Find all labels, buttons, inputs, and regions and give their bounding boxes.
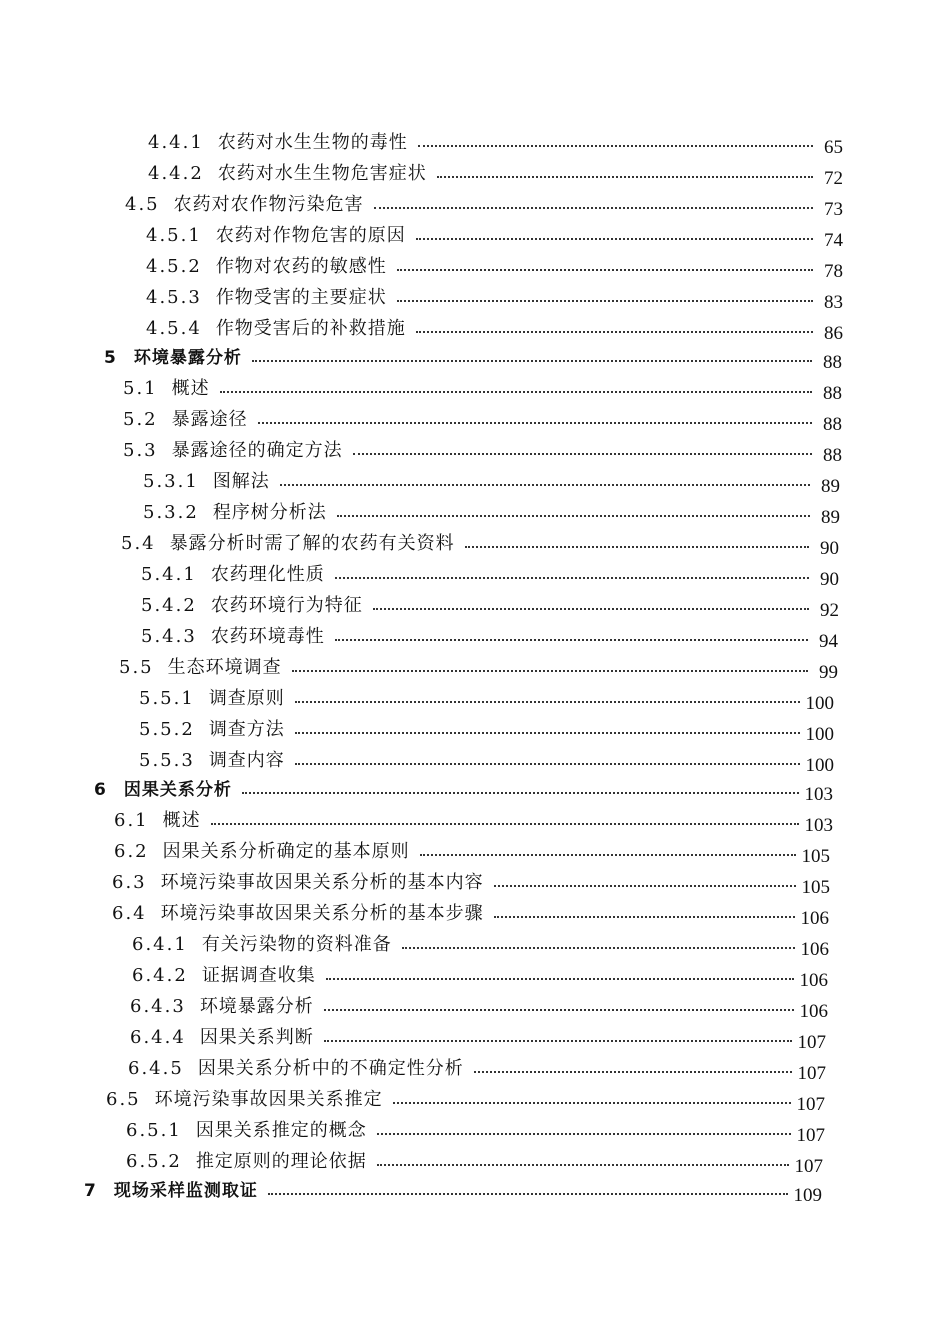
toc-entry-title: 调查原则: [208, 688, 285, 709]
dot-leader: [402, 947, 795, 949]
dot-leader: [280, 484, 810, 486]
toc-entry-title: 程序树分析法: [212, 502, 327, 523]
toc-entry: [130, 1024, 826, 1052]
dot-leader: [335, 577, 809, 579]
toc-entry: [130, 993, 828, 1021]
dot-leader: [474, 1071, 792, 1073]
toc-entry-number: 5.5.2: [139, 719, 195, 740]
toc-entry: [112, 869, 830, 897]
toc-entry-title: 暴露途径: [171, 409, 248, 430]
toc-entry-number: 4.5.4: [146, 318, 202, 339]
toc-entry-page: 89: [821, 476, 840, 497]
dot-leader: [292, 670, 808, 672]
toc-entry-page: 86: [824, 323, 843, 344]
toc-entry-page: 107: [796, 1094, 825, 1115]
toc-entry-number: 7: [84, 1181, 98, 1201]
toc-entry-number: 6.4.2: [132, 965, 188, 986]
toc-entry-page: 100: [805, 755, 834, 776]
toc-entry-page: 100: [805, 724, 834, 745]
dot-leader: [335, 639, 808, 641]
dot-leader: [337, 515, 810, 517]
dot-leader: [324, 1009, 794, 1011]
toc-entry-page: 78: [824, 261, 843, 282]
toc-entry-page: 83: [824, 292, 843, 313]
toc-entry-number: 5.4.3: [141, 626, 197, 647]
toc-entry-title: 环境污染事故因果关系分析的基本步骤: [160, 903, 484, 924]
toc-entry: [123, 437, 842, 465]
toc-entry-title: 暴露分析时需了解的农药有关资料: [169, 533, 455, 554]
toc-entry: [141, 592, 839, 620]
toc-entry-title: 环境污染事故因果关系分析的基本内容: [160, 872, 484, 893]
toc-entry-page: 99: [819, 662, 838, 683]
dot-leader: [295, 701, 800, 703]
toc-entry-number: 5.4: [121, 533, 156, 554]
toc-entry: [128, 1055, 826, 1083]
toc-entry-title: 环境暴露分析: [199, 996, 314, 1017]
toc-entry-number: 6.5.1: [126, 1120, 182, 1141]
toc-entry-title: 环境污染事故因果关系推定: [154, 1089, 383, 1110]
toc-entry-number: 5.3.2: [143, 502, 199, 523]
toc-entry-number: 5.4.1: [141, 564, 197, 585]
toc-entry-page: 94: [819, 631, 838, 652]
toc-entry-page: 73: [824, 199, 843, 220]
toc-entry-page: 92: [820, 600, 839, 621]
toc-entry-number: 6.5.2: [126, 1151, 182, 1172]
toc-entry-title: 因果关系分析中的不确定性分析: [197, 1058, 464, 1079]
dot-leader: [324, 1040, 792, 1042]
dot-leader: [374, 207, 813, 209]
toc-entry-page: 105: [801, 846, 830, 867]
toc-entry: [132, 931, 829, 959]
toc-entry-number: 4.5.1: [146, 225, 202, 246]
toc-entry-title: 概述: [171, 378, 210, 399]
toc-entry: [146, 284, 843, 312]
toc-entry: [126, 1148, 823, 1176]
toc-entry-number: 4.4.1: [148, 132, 204, 153]
toc-entry-page: 74: [824, 230, 843, 251]
toc-entry-title: 暴露途径的确定方法: [171, 440, 343, 461]
toc-entry-title: 因果关系分析: [123, 780, 232, 800]
toc-entry: [114, 838, 830, 866]
toc-entry-page: 107: [797, 1032, 826, 1053]
toc-entry: [123, 406, 842, 434]
toc-entry-number: 6: [94, 780, 108, 800]
toc-entry-number: 5.3: [123, 440, 158, 461]
dot-leader: [353, 453, 812, 455]
toc-entry: [146, 253, 843, 281]
dot-leader: [252, 360, 812, 362]
toc-entry-number: 5: [104, 348, 118, 368]
toc-entry-number: 5.5.3: [139, 750, 195, 771]
dot-leader: [418, 145, 813, 147]
toc-entry: [139, 716, 834, 744]
toc-entry-number: 5.4.2: [141, 595, 197, 616]
toc-entry-title: 环境暴露分析: [133, 348, 242, 368]
toc-entry-title: 农药环境行为特征: [210, 595, 363, 616]
toc-entry: [146, 222, 843, 250]
toc-entry-number: 6.5: [106, 1089, 141, 1110]
toc-entry-title: 生态环境调查: [167, 657, 282, 678]
toc-entry: [148, 129, 843, 157]
toc-entry-title: 现场采样监测取证: [113, 1181, 258, 1201]
dot-leader: [220, 391, 812, 393]
toc-chapter-entry: [84, 1177, 822, 1205]
toc-entry: [148, 160, 843, 188]
toc-entry: [139, 747, 834, 775]
toc-entry-page: 106: [799, 1001, 828, 1022]
toc-entry-title: 农药环境毒性: [210, 626, 325, 647]
dot-leader: [416, 331, 813, 333]
toc-entry-title: 农药对农作物污染危害: [173, 194, 364, 215]
toc-chapter-entry: [94, 776, 833, 804]
toc-entry-number: 6.2: [114, 841, 149, 862]
toc-entry-title: 图解法: [212, 471, 270, 492]
toc-entry: [123, 375, 842, 403]
toc-entry-page: 100: [805, 693, 834, 714]
toc-entry-title: 因果关系判断: [199, 1027, 314, 1048]
dot-leader: [397, 269, 813, 271]
toc-entry-number: 4.5.2: [146, 256, 202, 277]
toc-entry-number: 6.4: [112, 903, 147, 924]
dot-leader: [420, 854, 796, 856]
toc-entry-page: 72: [824, 168, 843, 189]
toc-entry-title: 推定原则的理论依据: [195, 1151, 367, 1172]
toc-entry-title: 作物受害后的补救措施: [215, 318, 406, 339]
toc-entry-page: 106: [799, 970, 828, 991]
toc-entry: [106, 1086, 825, 1114]
dot-leader: [295, 732, 800, 734]
toc-entry-number: 5.3.1: [143, 471, 199, 492]
toc-entry: [119, 654, 838, 682]
toc-entry-page: 106: [800, 908, 829, 929]
toc-entry-title: 因果关系分析确定的基本原则: [162, 841, 410, 862]
dot-leader: [377, 1164, 789, 1166]
dot-leader: [326, 978, 794, 980]
dot-leader: [373, 608, 809, 610]
dot-leader: [465, 546, 809, 548]
toc-entry: [143, 499, 840, 527]
toc-entry-page: 88: [823, 445, 842, 466]
toc-entry-title: 调查内容: [208, 750, 285, 771]
toc-entry: [125, 191, 843, 219]
toc-entry: [141, 561, 839, 589]
dot-leader: [494, 916, 795, 918]
dot-leader: [211, 823, 799, 825]
toc-entry-page: 65: [824, 137, 843, 158]
toc-entry-title: 农药对水生生物的毒性: [217, 132, 408, 153]
toc-entry-title: 证据调查收集: [201, 965, 316, 986]
toc-entry-page: 103: [804, 815, 833, 836]
toc-entry-page: 107: [797, 1063, 826, 1084]
toc-entry-page: 103: [804, 784, 833, 805]
toc-entry-number: 6.1: [114, 810, 149, 831]
toc-entry-page: 105: [801, 877, 830, 898]
dot-leader: [397, 300, 813, 302]
toc-chapter-entry: [104, 344, 842, 372]
toc-entry-page: 106: [800, 939, 829, 960]
toc-entry-number: 5.5: [119, 657, 154, 678]
toc-entry-number: 6.4.5: [128, 1058, 184, 1079]
toc-entry: [143, 468, 840, 496]
dot-leader: [416, 238, 813, 240]
toc-entry: [132, 962, 828, 990]
toc-entry-number: 6.4.4: [130, 1027, 186, 1048]
toc-entry-number: 6.3: [112, 872, 147, 893]
toc-entry-title: 农药理化性质: [210, 564, 325, 585]
toc-entry-number: 6.4.3: [130, 996, 186, 1017]
toc-entry: [114, 807, 833, 835]
dot-leader: [268, 1193, 788, 1195]
dot-leader: [393, 1102, 791, 1104]
toc-entry-page: 107: [794, 1156, 823, 1177]
toc-entry-title: 农药对水生生物危害症状: [217, 163, 427, 184]
dot-leader: [494, 885, 796, 887]
toc-entry: [141, 623, 838, 651]
toc-entry-page: 90: [820, 569, 839, 590]
toc-entry-number: 4.5: [125, 194, 160, 215]
toc-entry-page: 88: [823, 414, 842, 435]
toc-entry-page: 90: [820, 538, 839, 559]
toc-entry-title: 作物对农药的敏感性: [215, 256, 387, 277]
toc-entry-title: 有关污染物的资料准备: [201, 934, 392, 955]
toc-entry-page: 109: [793, 1185, 822, 1206]
dot-leader: [377, 1133, 791, 1135]
toc-entry-title: 农药对作物危害的原因: [215, 225, 406, 246]
toc-entry: [139, 685, 834, 713]
toc-entry: [126, 1117, 825, 1145]
toc-entry-page: 89: [821, 507, 840, 528]
toc-entry-number: 6.4.1: [132, 934, 188, 955]
toc-entry-title: 概述: [162, 810, 201, 831]
toc-entry-title: 作物受害的主要症状: [215, 287, 387, 308]
dot-leader: [295, 763, 800, 765]
toc-entry-page: 88: [823, 352, 842, 373]
toc-entry-number: 5.5.1: [139, 688, 195, 709]
toc-entry-page: 107: [796, 1125, 825, 1146]
dot-leader: [437, 176, 813, 178]
dot-leader: [258, 422, 812, 424]
toc-entry-number: 4.4.2: [148, 163, 204, 184]
toc-entry-number: 5.1: [123, 378, 158, 399]
toc-entry-number: 4.5.3: [146, 287, 202, 308]
toc-entry: [146, 315, 843, 343]
toc-entry-title: 因果关系推定的概念: [195, 1120, 367, 1141]
toc-entry-title: 调查方法: [208, 719, 285, 740]
toc-entry: [121, 530, 839, 558]
toc-entry: [112, 900, 829, 928]
dot-leader: [242, 792, 799, 794]
toc-entry-number: 5.2: [123, 409, 158, 430]
toc-entry-page: 88: [823, 383, 842, 404]
